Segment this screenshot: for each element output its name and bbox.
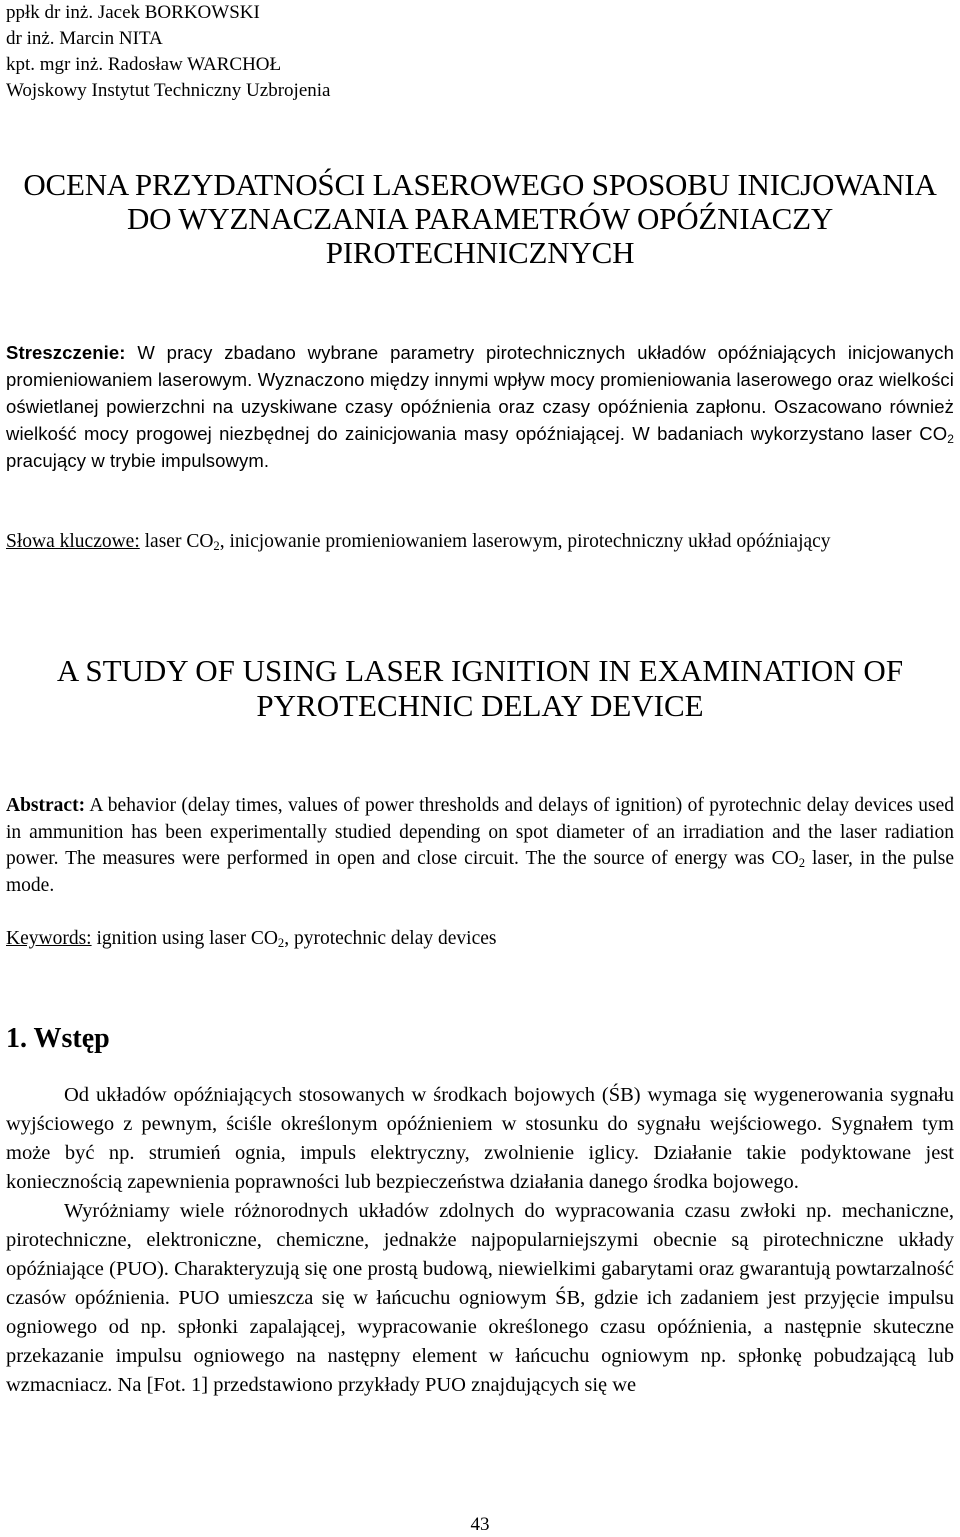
body-paragraph-2: Wyróżniamy wiele różnorodnych układów zdolnych do wypracowania czasu zwłoki np. mechaniczne, pirotechniczne, elektroniczne, chemiczne, jednakże najpopularniejszymi obecnie są pirotechniczne układy opóźniające (PUO). Charakteryzują się one prostą budową, niewielkimi gabarytami oraz gwarantują powtarzalność czasów opóźnienia. PUO umieszcza się w łańcuchu ogniowym ŚB, gdzie ich zadaniem jest przyjęcie impulsu ogniowego od np. spłonki zapalającej, wypracowanie określonego czasu opóźnienia, a następnie skuteczne przekazanie impulsu ogniowego na następny element w łańcuchu ogniowym np. spłonkę pobudzającą lub wzmacniacz. Na [Fot. 1] przedstawiono przykłady PUO znajdujących się we — [6, 1200, 954, 1396]
keywords-english-label: Keywords: — [6, 928, 92, 949]
author-3: kpt. mgr inż. Radosław WARCHOŁ — [6, 54, 282, 75]
body-paragraph-1: Od układów opóźniających stosowanych w środkach bojowych (ŚB) wymaga się wygenerowania sygnału wyjściowego z pewnym, ściśle określonym opóźnieniem w stosunku do sygnału wejściowego. Sygnałem tym może być np. strumień ognia, impuls elektryczny, zwolnienie iglicy. Działanie takie podyktowane jest koniecznością zapewnienia poprawności lub bezpieczeństwa działania danego środka bojowego. — [6, 1084, 954, 1193]
abstract-english-label: Abstract: — [6, 795, 86, 816]
keywords-polish-subscript: 2 — [213, 539, 220, 554]
abstract-english-subscript: 2 — [798, 856, 806, 871]
abstract-polish-text-4: W badaniach wykorzystano laser CO — [624, 423, 948, 444]
abstract-english-text-1: A behavior (delay times, values of power thresholds and delays of ignition) of pyrotechnic delay devices used in ammunition has been experimentally studied depending on spot diameter of an irradiation and the laser radiation power. The measures were performed in open and close circuit. The the source of energy was CO — [6, 795, 954, 869]
keywords-english-text-1: ignition using laser CO — [91, 928, 278, 949]
title-english-line-2: PYROTECHNIC DELAY DEVICE — [256, 688, 704, 723]
title-polish — [0, 168, 960, 270]
title-polish-line-3: PIROTECHNICZNYCH — [325, 235, 635, 270]
keywords-polish-text-1: laser CO — [139, 531, 214, 552]
affiliation: Wojskowy Instytut Techniczny Uzbrojenia — [6, 80, 331, 101]
section-heading: 1. Wstęp — [6, 1023, 110, 1054]
abstract-polish — [6, 339, 954, 474]
body-text — [6, 1081, 954, 1400]
title-english-line-1: A STUDY OF USING LASER IGNITION IN EXAMINATION OF — [56, 653, 904, 688]
author-block — [6, 0, 606, 104]
abstract-english — [6, 793, 954, 899]
keywords-polish — [6, 528, 954, 555]
abstract-polish-text-3: Oszacowano również wielkość mocy progowej niezbędnej do zainicjowania masy opóźniającej. — [6, 396, 954, 444]
keywords-english — [6, 925, 954, 952]
abstract-polish-text-1: W pracy zbadano wybrane parametry pirotechnicznych układów opóźniających inicjowanych promieniowaniem laserowym. — [6, 342, 954, 390]
keywords-polish-text-2: , inicjowanie promieniowaniem laserowym, pirotechniczny układ opóźniający — [219, 531, 831, 552]
keywords-polish-label: Słowa kluczowe: — [6, 531, 140, 552]
abstract-polish-subscript: 2 — [947, 432, 955, 446]
keywords-english-subscript: 2 — [277, 936, 285, 951]
title-english — [0, 653, 960, 723]
title-polish-line-2: DO WYZNACZANIA PARAMETRÓW OPÓŹNIACZY — [126, 201, 834, 236]
title-polish-line-1: OCENA PRZYDATNOŚCI LASEROWEGO SPOSOBU INICJOWANIA — [23, 167, 937, 202]
abstract-polish-text-2: Wyznaczono między innymi wpływ mocy promieniowania laserowego oraz wielkości oświetlanej powierzchni na uzyskiwane czasy opóźnienia oraz czasy opóźnienia zapłonu. — [6, 369, 954, 417]
abstract-polish-label: Streszczenie: — [6, 342, 126, 363]
author-1: ppłk dr inż. Jacek BORKOWSKI — [6, 2, 260, 23]
author-2: dr inż. Marcin NITA — [6, 28, 163, 49]
abstract-polish-text-5: pracujący w trybie impulsowym. — [6, 450, 270, 471]
abstract-english-text-2: laser, in the pulse mode. — [6, 848, 954, 896]
page-number: 43 — [470, 1514, 490, 1535]
keywords-english-text-2: , pyrotechnic delay devices — [284, 928, 497, 949]
